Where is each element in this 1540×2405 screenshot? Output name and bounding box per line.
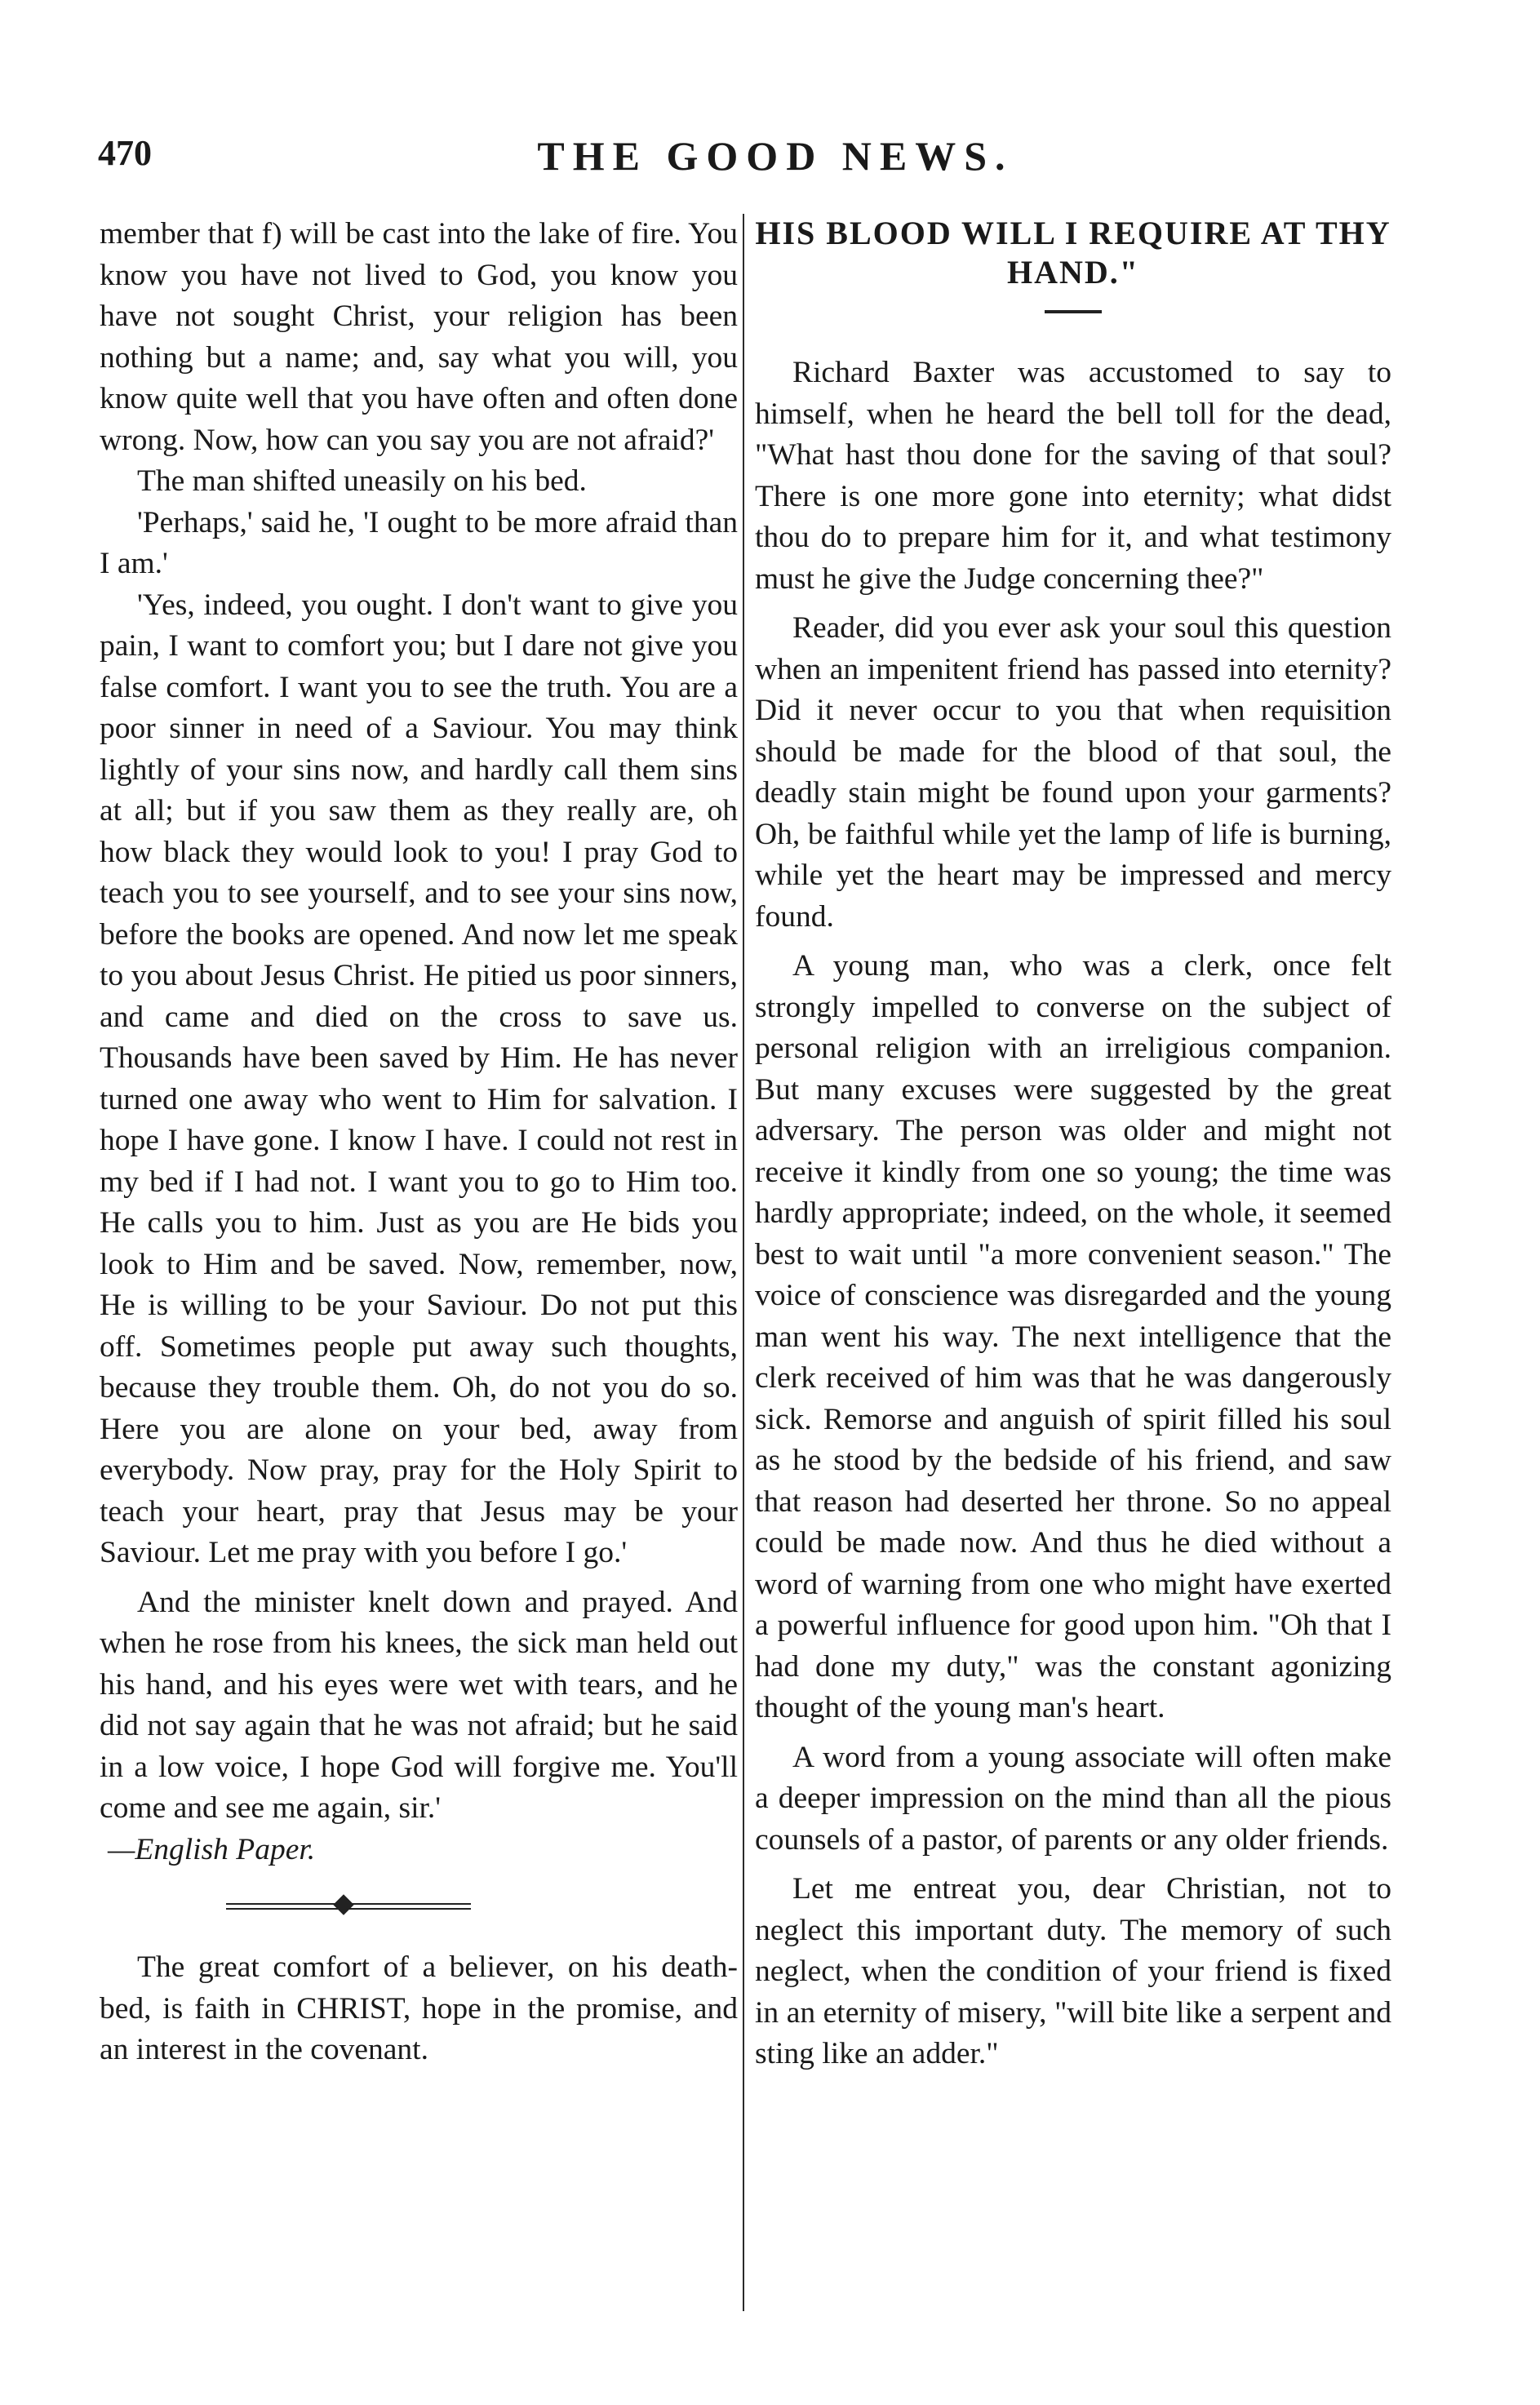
left-paragraph-5: And the minister knelt down and prayed. And when he rose from his knees, the sick man held out his hand, and his eyes were wet with tears, and he did not say again that he was not afraid; but he said in a low voice, I hope God will forgive me. You'll come and see me again, sir.' [100, 1585, 738, 1825]
left-column [100, 214, 738, 2071]
left-paragraph-1: member that f) will be cast into the lake of fire. You know you have not lived to God, you know you have not sought Christ, your religion has been nothing but a name; and, say what you will, you know quite well that you have often and often done wrong. Now, how can you say you are not afraid?' [100, 217, 738, 457]
closing-paragraph: The great comfort of a believer, on his death-bed, is faith in CHRIST, hope in the promise, and an interest in the covenant. [100, 1950, 738, 2066]
right-paragraph-2: Reader, did you ever ask your soul this question when an impenitent friend has passed into eternity? Did it never occur to you that when requisition should be made for the blood of that soul, the deadly stain might be found upon your garments? Oh, be faithful while yet the lamp of life is burning, while yet the heart may be impressed and mercy found. [755, 611, 1391, 934]
divider-ornament-icon [333, 1894, 353, 1915]
right-paragraph-4: A word from a young associate will often make a deeper impression on the mind than all the pious counsels of a pastor, of parents or any older friends. [755, 1740, 1391, 1857]
left-paragraph-4: 'Yes, indeed, you ought. I don't want to give you pain, I want to comfort you; but I dare not give you false comfort. I want you to see the truth. You are a poor sinner in need of a Saviour. You may think lightly of your sins now, and hardly call them sins at all; but if you saw them as they really are, oh how black they would look to you! I pray God to teach you to see yourself, and to see your sins now, before the books are opened. And now let me speak to you about Jesus Christ. He pitied us poor sinners, and came and died on the cross to save us. Thousands have been saved by Him. He has never turned one away who went to Him for salvation. I hope I have gone. I know I have. I could not rest in my bed if I had not. I want you to go to Him too. He calls you to him. Just as you are He bids you look to Him and be saved. Now, remember, now, He is willing to be your Saviour. Do not put this off. Sometimes people put away such thoughts, because they trouble them. Oh, do not you do so. Here you are alone on your bed, away from everybody. Now pray, pray for the Holy Spirit to teach your heart, pray that Jesus may be your Saviour. Let me pray with you before I go.' [100, 588, 738, 1569]
attribution: —English Paper. [108, 1832, 316, 1866]
article-title: HIS BLOOD WILL I REQUIRE AT THY HAND." [755, 215, 1391, 291]
right-paragraph-5: Let me entreat you, dear Christian, not to neglect this important duty. The memory of such neglect, when the condition of your friend is fixed in an eternity of misery, "will bite like a serpent and sting like an adder." [755, 1872, 1391, 2070]
column-divider [743, 214, 744, 2311]
page-number: 470 [98, 133, 152, 173]
section-divider [100, 1880, 738, 1929]
right-paragraph-1: Richard Baxter was accustomed to say to himself, when he heard the bell toll for the dead, "What hast thou done for the saving of that soul? There is one more gone into eternity; what didst thou do to prepare him for it, and what testimony must he give the Judge concerning thee?" [755, 356, 1391, 596]
title-rule [1045, 310, 1102, 313]
page-header [98, 132, 1371, 189]
running-title: THE GOOD NEWS. [537, 133, 1014, 179]
right-paragraph-3: A young man, who was a clerk, once felt strongly impelled to converse on the subject of personal religion with an irreligious companion. But many excuses were suggested by the great adversary. The person was older and might not receive it kindly from one so young; the time was hardly appropriate; indeed, on the whole, it seemed best to wait until "a more convenient season." The voice of conscience was disregarded and the young man went his way. The next intelligence that the clerk received of him was that he was dangerously sick. Remorse and anguish of spirit filled his soul as he stood by the bedside of his friend, and saw that reason had deserted her throne. So no appeal could be made now. And thus he died without a word of warning from one who might have exerted a powerful influence for good upon him. "Oh that I had done my duty," was the constant agonizing thought of the young man's heart. [755, 949, 1391, 1724]
left-paragraph-3: 'Perhaps,' said he, 'I ought to be more afraid than I am.' [100, 505, 738, 580]
left-paragraph-2: The man shifted uneasily on his bed. [137, 464, 587, 498]
right-column [755, 214, 1391, 2075]
